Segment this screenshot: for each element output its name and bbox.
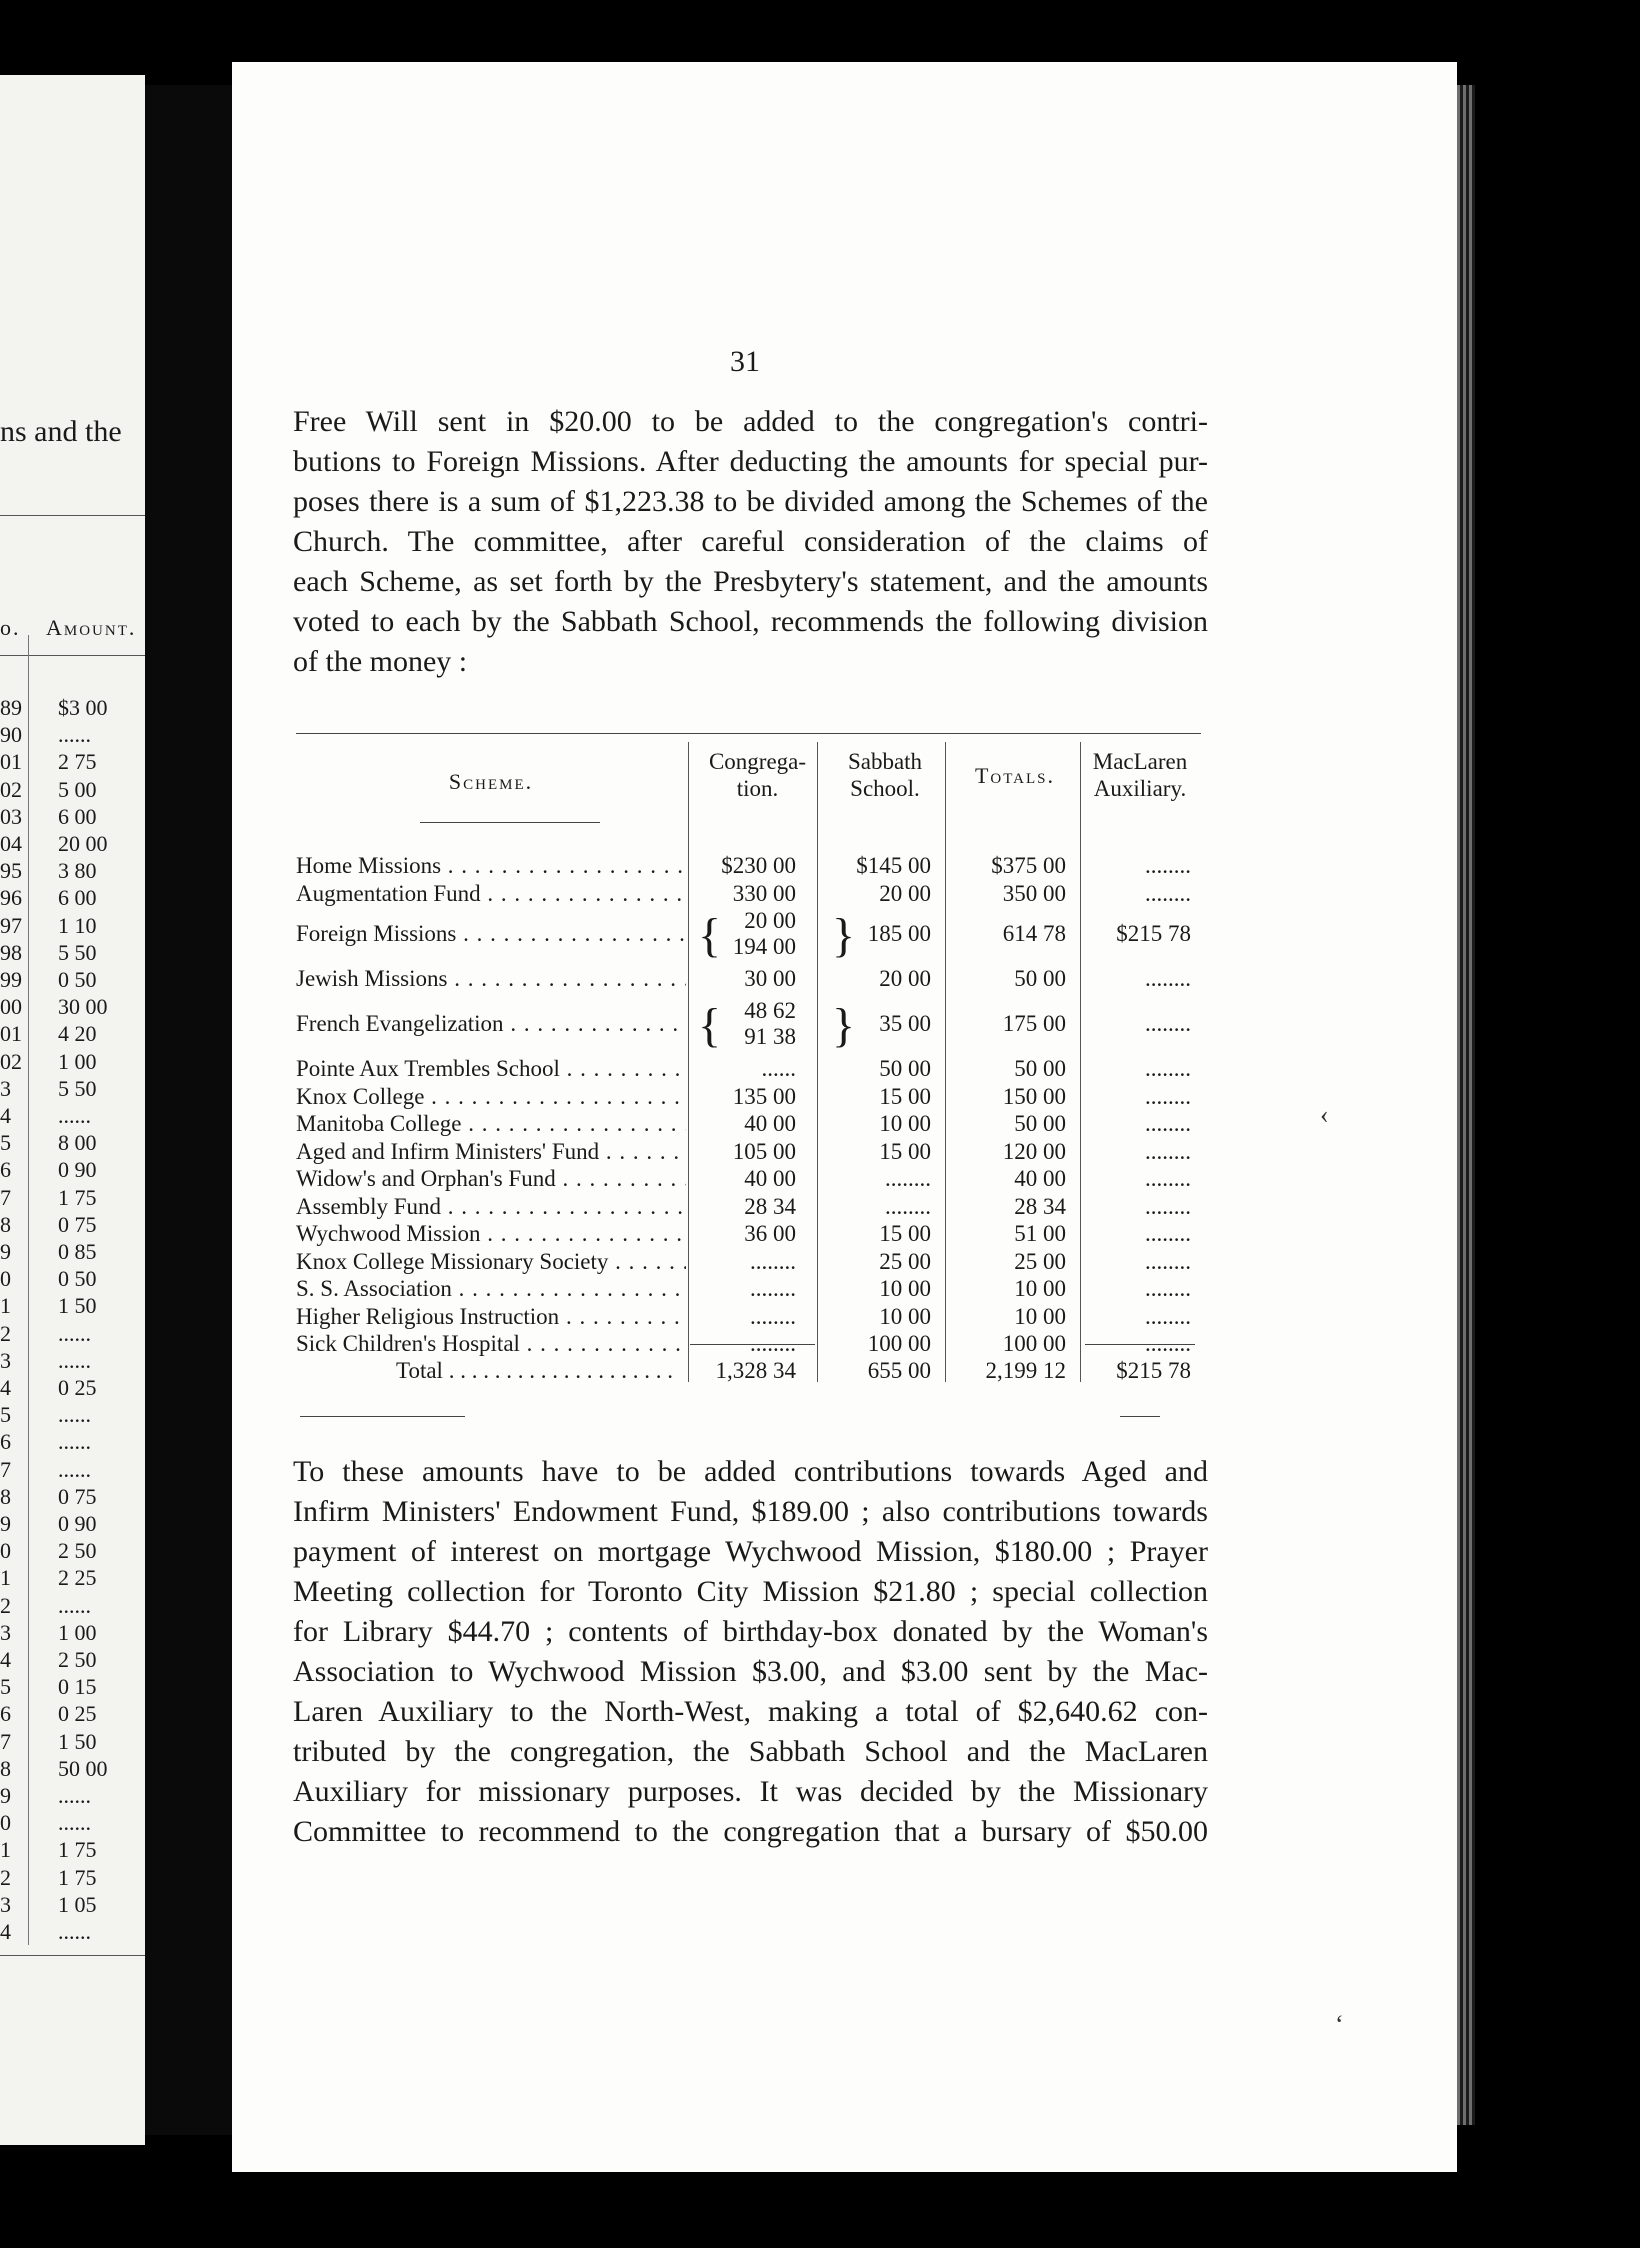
left-page-row-amount: 1 75 — [58, 1837, 97, 1863]
left-page-row — [0, 1266, 145, 1293]
table-total-row — [296, 1358, 1196, 1384]
left-page-row — [0, 1185, 145, 1212]
left-page-row — [0, 804, 145, 831]
left-page-row — [0, 1348, 145, 1375]
left-page-row-number: 9 — [0, 1239, 11, 1264]
left-page-row — [0, 1076, 145, 1103]
total-amount: 100 00 — [1002, 1331, 1066, 1356]
left-page-row-number: 97 — [0, 912, 22, 938]
total-amount: 50 00 — [1014, 1111, 1066, 1136]
left-page-rule — [0, 515, 145, 516]
left-page-row-number: 3 — [0, 1619, 11, 1645]
sabbath-amount: 15 00 — [879, 1138, 931, 1164]
maclaren-amount: $215 78 — [1116, 921, 1191, 946]
left-page-row-number: 02 — [0, 776, 22, 802]
maclaren-amount: ........ — [1145, 1331, 1191, 1356]
sabbath-amount: 10 00 — [879, 1276, 931, 1301]
left-page-row-amount: ...... — [58, 1402, 91, 1428]
ink-mark: ‘ — [1335, 2010, 1344, 2039]
left-page-row-number: 5 — [0, 1674, 11, 1700]
left-page-row-amount: 5 50 — [58, 939, 97, 965]
left-page-row-amount: 1 00 — [58, 1619, 97, 1645]
left-page-row — [0, 1620, 145, 1647]
left-page-row-amount: 0 90 — [58, 1511, 97, 1536]
left-page-row-amount: 8 00 — [58, 1130, 97, 1156]
text-line: Meeting collection for Toronto City Mission $21.80 ; special collection — [293, 1575, 1208, 1608]
left-page-row — [0, 885, 145, 912]
total-amount: 120 00 — [1002, 1138, 1066, 1164]
congregation-amount: 40 00 — [744, 1111, 796, 1136]
table-row — [296, 1194, 1196, 1221]
text-line: butions to Foreign Missions. After deducting the amounts for special pur- — [293, 445, 1208, 478]
maclaren-amount: ........ — [1145, 966, 1191, 991]
left-page-row — [0, 722, 145, 749]
left-page-row — [0, 1402, 145, 1429]
maclaren-amount: ........ — [1145, 1166, 1191, 1191]
text-line: Committee to recommend to the congregation that a bursary of $50.00 — [293, 1815, 1208, 1848]
left-page-row-number: 6 — [0, 1157, 11, 1183]
congregation-amount: 48 62 — [744, 998, 796, 1023]
left-page-row-number: 01 — [0, 1021, 22, 1047]
scheme-name: Pointe Aux Trembles School . . . — [296, 1056, 686, 1082]
left-page-row — [0, 1892, 145, 1919]
congregation-amount: ...... — [761, 1056, 796, 1081]
left-page-row — [0, 1919, 145, 1946]
header-sabbath — [820, 748, 950, 802]
left-page-row-number: 4 — [0, 1103, 11, 1128]
congregation-amount: 40 00 — [744, 1166, 796, 1191]
total-label: Total . . . . . . . . . . . . . . . . . . . . — [396, 1358, 673, 1383]
left-page-row — [0, 1538, 145, 1565]
total-amount: 40 00 — [1014, 1166, 1066, 1191]
left-page-row — [0, 1593, 145, 1620]
left-page-row-number: 2 — [0, 1864, 11, 1890]
ink-mark: ‹ — [1320, 1100, 1329, 1129]
scheme-name: Knox College Missionary Society . . . — [296, 1249, 686, 1275]
maclaren-amount: ........ — [1145, 1083, 1191, 1109]
left-page-row-number: 8 — [0, 1483, 11, 1509]
scheme-name: Assembly Fund . . . — [296, 1194, 686, 1220]
maclaren-amount: ........ — [1145, 1011, 1191, 1036]
total-amount: 10 00 — [1014, 1276, 1066, 1301]
table-bottom-rule — [300, 1416, 465, 1417]
left-page-row-number: 3 — [0, 1347, 11, 1373]
left-page-row-amount: 20 00 — [58, 831, 108, 856]
maclaren-amount: ........ — [1145, 1303, 1191, 1329]
left-page-row-amount: 6 00 — [58, 885, 97, 911]
header-maclaren-line1: MacLaren — [1092, 749, 1188, 774]
left-page-row-number: 1 — [0, 1837, 11, 1863]
table-top-rule — [296, 733, 1201, 734]
table-row — [296, 1249, 1196, 1276]
left-page-row-number: 4 — [0, 1647, 11, 1672]
header-congregation — [690, 748, 825, 802]
table-row — [296, 1166, 1196, 1193]
left-page-row — [0, 1212, 145, 1239]
table-row — [296, 1139, 1196, 1166]
paragraph-intro — [293, 402, 1208, 682]
left-page-row — [0, 777, 145, 804]
table-row — [296, 1221, 1196, 1248]
left-page-row-amount: ...... — [58, 1320, 91, 1346]
total-rule — [1085, 1344, 1195, 1345]
maclaren-amount: ........ — [1145, 1056, 1191, 1081]
left-page-row-number: 0 — [0, 1810, 11, 1836]
left-page-row — [0, 1429, 145, 1456]
total-amount: 51 00 — [1014, 1221, 1066, 1246]
left-page-row-amount: 2 50 — [58, 1538, 97, 1564]
left-page-row — [0, 1729, 145, 1756]
left-page-row-amount: ...... — [58, 1919, 91, 1944]
text-line: Laren Auxiliary to the North-West, making a total of $2,640.62 con- — [293, 1695, 1208, 1728]
left-page-row-number: 96 — [0, 885, 22, 911]
congregation-amount: 30 00 — [744, 966, 796, 991]
left-page-row-amount: 0 85 — [58, 1239, 97, 1264]
left-page-row — [0, 1457, 145, 1484]
left-page-row-amount: 0 50 — [58, 967, 97, 992]
left-page-row — [0, 1239, 145, 1266]
brace-left: { — [698, 909, 722, 962]
left-page-header-no: o. — [0, 615, 21, 640]
header-maclaren — [1075, 748, 1205, 802]
total-rule — [690, 1344, 815, 1345]
left-page-row — [0, 1674, 145, 1701]
left-page-row — [0, 1021, 145, 1048]
left-page-row-amount: 1 05 — [58, 1891, 97, 1917]
left-page-row-number: 3 — [0, 1075, 11, 1101]
congregation-amount: 330 00 — [732, 880, 796, 906]
header-totals: Totals. — [974, 763, 1056, 788]
congregation-amount: 105 00 — [732, 1138, 796, 1164]
congregation-amount: ........ — [750, 1276, 796, 1301]
left-page-row-amount: 2 75 — [58, 749, 97, 775]
left-page-row — [0, 695, 145, 722]
header-sabbath-line2: School. — [850, 776, 920, 801]
header-maclaren-line2: Auxiliary. — [1093, 776, 1187, 801]
left-page-row-number: 5 — [0, 1402, 11, 1428]
left-page-row-number: 99 — [0, 967, 22, 992]
left-page-header-amount: Amount. — [46, 615, 137, 640]
left-page-row-number: 9 — [0, 1511, 11, 1536]
page-number: 31 — [730, 345, 760, 378]
maclaren-amount: ........ — [1145, 1138, 1191, 1164]
left-page-rule — [0, 655, 145, 656]
left-page-row — [0, 994, 145, 1021]
left-page-row-amount: 6 00 — [58, 803, 97, 829]
scheme-name: French Evangelization . . . — [296, 1011, 686, 1037]
maclaren-amount: ........ — [1145, 1221, 1191, 1246]
left-page-row-amount: ...... — [58, 1429, 91, 1455]
left-page-row — [0, 1049, 145, 1076]
congregation-amount: ........ — [750, 1303, 796, 1329]
left-page-row-number: 6 — [0, 1701, 11, 1727]
left-page-row-amount: 5 00 — [58, 776, 97, 802]
sabbath-amount: 10 00 — [879, 1111, 931, 1136]
total-maclaren: $215 78 — [1116, 1358, 1191, 1383]
scheme-name: Sick Children's Hospital . . . — [296, 1331, 686, 1357]
left-page-row-amount: 1 75 — [58, 1184, 97, 1210]
left-page-row — [0, 967, 145, 994]
congregation-amount: 194 00 — [732, 934, 796, 959]
header-sabbath-line1: Sabbath — [847, 749, 923, 774]
text-line: each Scheme, as set forth by the Presbytery's statement, and the amounts — [293, 565, 1208, 598]
table-row — [296, 1111, 1196, 1138]
left-page-row-number: 6 — [0, 1429, 11, 1455]
page-edge-stack — [1457, 85, 1475, 2125]
left-page-row-amount: 5 50 — [58, 1075, 97, 1101]
left-page-row — [0, 913, 145, 940]
left-page-row — [0, 1783, 145, 1810]
scheme-name: Jewish Missions . . . — [296, 966, 686, 992]
maclaren-amount: ........ — [1145, 1193, 1191, 1219]
left-page-row-number: 90 — [0, 722, 22, 748]
left-page-row — [0, 858, 145, 885]
sabbath-amount: 35 00 — [879, 1011, 931, 1036]
sabbath-amount: 25 00 — [879, 1248, 931, 1274]
left-page-row-number: 95 — [0, 858, 22, 884]
left-page-row-amount: 0 75 — [58, 1483, 97, 1509]
left-page-row — [0, 1647, 145, 1674]
left-page-row — [0, 1484, 145, 1511]
text-line: poses there is a sum of $1,223.38 to be divided among the Schemes of the — [293, 485, 1208, 518]
left-page-row — [0, 1565, 145, 1592]
left-page-row — [0, 1103, 145, 1130]
scheme-name: Manitoba College . . . — [296, 1111, 686, 1137]
left-page-row-amount: 1 00 — [58, 1048, 97, 1074]
total-sabbath: 655 00 — [867, 1358, 931, 1383]
total-congregation: 1,328 34 — [715, 1358, 796, 1383]
total-amount: 614 78 — [1002, 921, 1066, 946]
left-page-row-amount: ...... — [58, 1103, 91, 1128]
left-page-row-number: 4 — [0, 1375, 11, 1400]
sabbath-amount: 20 00 — [879, 966, 931, 991]
left-page-row-amount: 30 00 — [58, 994, 108, 1020]
table-row — [296, 881, 1196, 908]
left-page-row-amount: 0 15 — [58, 1674, 97, 1700]
text-line: tributed by the congregation, the Sabbath School and the MacLaren — [293, 1735, 1208, 1768]
left-page-row-number: 89 — [0, 695, 22, 720]
congregation-amount: 20 00 — [744, 908, 796, 933]
left-page-row-number: 4 — [0, 1919, 11, 1944]
left-page-row-number: 7 — [0, 1728, 11, 1754]
maclaren-amount: ........ — [1145, 1276, 1191, 1301]
left-page-row-number: 02 — [0, 1048, 22, 1074]
left-page-row-amount: 50 00 — [58, 1755, 108, 1781]
scheme-name: Augmentation Fund . . . — [296, 881, 686, 907]
text-line: To these amounts have to be added contributions towards Aged and — [293, 1455, 1208, 1488]
total-amount: 28 34 — [1014, 1193, 1066, 1219]
maclaren-amount: ........ — [1145, 1111, 1191, 1136]
maclaren-amount: ........ — [1145, 853, 1191, 878]
left-page-row — [0, 1375, 145, 1402]
total-amount: 10 00 — [1014, 1303, 1066, 1329]
text-line: Association to Wychwood Mission $3.00, and $3.00 sent by the Mac- — [293, 1655, 1208, 1688]
header-congregation-line1: Congrega- — [708, 749, 807, 774]
congregation-amount: 91 38 — [744, 1024, 796, 1049]
paragraph-additions — [293, 1452, 1208, 1852]
left-page-row — [0, 1157, 145, 1184]
sabbath-amount: 185 00 — [867, 921, 931, 946]
left-page-row-amount: 1 50 — [58, 1293, 97, 1319]
left-page-row-amount: ...... — [58, 1783, 91, 1808]
left-page-row — [0, 1511, 145, 1538]
left-page-row-number: 04 — [0, 831, 22, 856]
table-row — [296, 853, 1196, 880]
table-bottom-rule — [1120, 1416, 1160, 1417]
left-page-row-number: 0 — [0, 1266, 11, 1292]
left-page-row-amount: $3 00 — [58, 695, 108, 720]
header-congregation-line2: tion. — [736, 776, 779, 801]
left-page-row-number: 01 — [0, 749, 22, 775]
left-page-row-amount: 3 80 — [58, 858, 97, 884]
table-row — [296, 908, 1196, 960]
left-page-row-number: 98 — [0, 939, 22, 965]
table-row — [296, 966, 1196, 993]
left-page-row-number: 0 — [0, 1538, 11, 1564]
table-row — [296, 1056, 1196, 1083]
left-page-row-amount: ...... — [58, 1347, 91, 1373]
left-page-row — [0, 1321, 145, 1348]
left-page-row-amount: 2 50 — [58, 1647, 97, 1672]
left-page-row — [0, 940, 145, 967]
left-page-row-number: 3 — [0, 1891, 11, 1917]
brace-right: } — [832, 909, 856, 962]
text-line: payment of interest on mortgage Wychwood Mission, $180.00 ; Prayer — [293, 1535, 1208, 1568]
sabbath-amount: 50 00 — [879, 1056, 931, 1081]
left-page-row-amount: 1 75 — [58, 1864, 97, 1890]
scheme-name: Higher Religious Instruction . . . — [296, 1304, 686, 1330]
text-line: Infirm Ministers' Endowment Fund, $189.00 ; also contributions towards — [293, 1495, 1208, 1528]
congregation-amount: 28 34 — [744, 1193, 796, 1219]
scheme-name: Foreign Missions . . . — [296, 921, 686, 947]
total-totals: 2,199 12 — [985, 1358, 1066, 1383]
sabbath-amount: 15 00 — [879, 1221, 931, 1246]
sabbath-amount: 20 00 — [879, 880, 931, 906]
left-page-row-number: 8 — [0, 1755, 11, 1781]
total-amount: 350 00 — [1002, 880, 1066, 906]
left-page-row-number: 7 — [0, 1184, 11, 1210]
left-page-row-amount: 0 75 — [58, 1211, 97, 1237]
table-row — [296, 998, 1196, 1050]
left-page-row-number: 7 — [0, 1456, 11, 1482]
header-scheme-rule — [420, 822, 600, 823]
sabbath-amount: $145 00 — [856, 853, 931, 878]
text-line: Free Will sent in $20.00 to be added to the congregation's contri- — [293, 405, 1208, 438]
left-page-row — [0, 1810, 145, 1837]
total-amount: 25 00 — [1014, 1248, 1066, 1274]
left-page-row-number: 2 — [0, 1320, 11, 1346]
text-line: of the money : — [293, 645, 468, 678]
total-amount: 175 00 — [1002, 1011, 1066, 1036]
total-amount: 150 00 — [1002, 1083, 1066, 1109]
left-page-row-amount: 0 90 — [58, 1157, 97, 1183]
header-scheme: Scheme. — [448, 769, 534, 794]
left-page-row-amount: 4 20 — [58, 1021, 97, 1047]
text-line: Church. The committee, after careful consideration of the claims of — [293, 525, 1208, 558]
left-page-row-amount: ...... — [58, 1592, 91, 1618]
left-page-row-number: 8 — [0, 1211, 11, 1237]
maclaren-amount: ........ — [1145, 1248, 1191, 1274]
text-line: for Library $44.70 ; contents of birthday-box donated by the Woman's — [293, 1615, 1208, 1648]
sabbath-amount: ........ — [885, 1166, 931, 1191]
congregation-amount: ........ — [750, 1331, 796, 1356]
left-page-row — [0, 1756, 145, 1783]
left-page-text-fragment: ns and the — [0, 415, 122, 448]
scheme-name: Aged and Infirm Ministers' Fund . . . — [296, 1139, 686, 1165]
congregation-amount: ........ — [750, 1248, 796, 1274]
sabbath-amount: 15 00 — [879, 1083, 931, 1109]
congregation-amount: 135 00 — [732, 1083, 796, 1109]
left-page-row-amount: 0 25 — [58, 1701, 97, 1727]
left-page-row — [0, 1130, 145, 1157]
table-row — [296, 1304, 1196, 1331]
book-gutter — [145, 85, 235, 2135]
table-row — [296, 1276, 1196, 1303]
sabbath-amount: 10 00 — [879, 1303, 931, 1329]
total-amount: 50 00 — [1014, 966, 1066, 991]
brace-left: { — [698, 999, 722, 1052]
left-page-row-amount: 0 50 — [58, 1266, 97, 1292]
brace-right: } — [832, 999, 856, 1052]
congregation-amount: $230 00 — [721, 853, 796, 878]
left-page-rule — [0, 1955, 145, 1956]
maclaren-amount: ........ — [1145, 880, 1191, 906]
table-row — [296, 1084, 1196, 1111]
left-page-row-number: 1 — [0, 1293, 11, 1319]
left-page-row-number: 03 — [0, 803, 22, 829]
total-amount: $375 00 — [991, 853, 1066, 878]
text-line: Auxiliary for missionary purposes. It was decided by the Missionary — [293, 1775, 1208, 1808]
sabbath-amount: ........ — [885, 1193, 931, 1219]
left-page-row-amount: ...... — [58, 1810, 91, 1836]
left-page-row — [0, 1865, 145, 1892]
scheme-name: Wychwood Mission . . . — [296, 1221, 686, 1247]
total-label-text: Total — [396, 1358, 443, 1383]
left-page-row-amount: 2 25 — [58, 1565, 97, 1591]
left-page-row — [0, 749, 145, 776]
left-page-row-number: 5 — [0, 1130, 11, 1156]
left-page-row-number: 1 — [0, 1565, 11, 1591]
left-page-row — [0, 1837, 145, 1864]
text-line: voted to each by the Sabbath School, recommends the following division — [293, 605, 1208, 638]
left-page-row-number: 9 — [0, 1783, 11, 1808]
left-page-row-number: 00 — [0, 994, 22, 1020]
scheme-name: Widow's and Orphan's Fund . . . — [296, 1166, 686, 1192]
congregation-amount: 36 00 — [744, 1221, 796, 1246]
left-page-row-amount: ...... — [58, 722, 91, 748]
left-page-row-amount: ...... — [58, 1456, 91, 1482]
scheme-name: Home Missions . . . — [296, 853, 686, 879]
left-page-row-amount: 0 25 — [58, 1375, 97, 1400]
left-page-row — [0, 1293, 145, 1320]
left-page-row — [0, 1701, 145, 1728]
scheme-name: Knox College . . . — [296, 1084, 686, 1110]
scheme-name: S. S. Association . . . — [296, 1276, 686, 1302]
left-page-row-amount: 1 10 — [58, 912, 97, 938]
left-page-row-number: 2 — [0, 1592, 11, 1618]
left-facing-page — [0, 75, 145, 2145]
left-page-row — [0, 831, 145, 858]
total-amount: 50 00 — [1014, 1056, 1066, 1081]
left-page-row-amount: 1 50 — [58, 1728, 97, 1754]
sabbath-amount: 100 00 — [867, 1331, 931, 1356]
